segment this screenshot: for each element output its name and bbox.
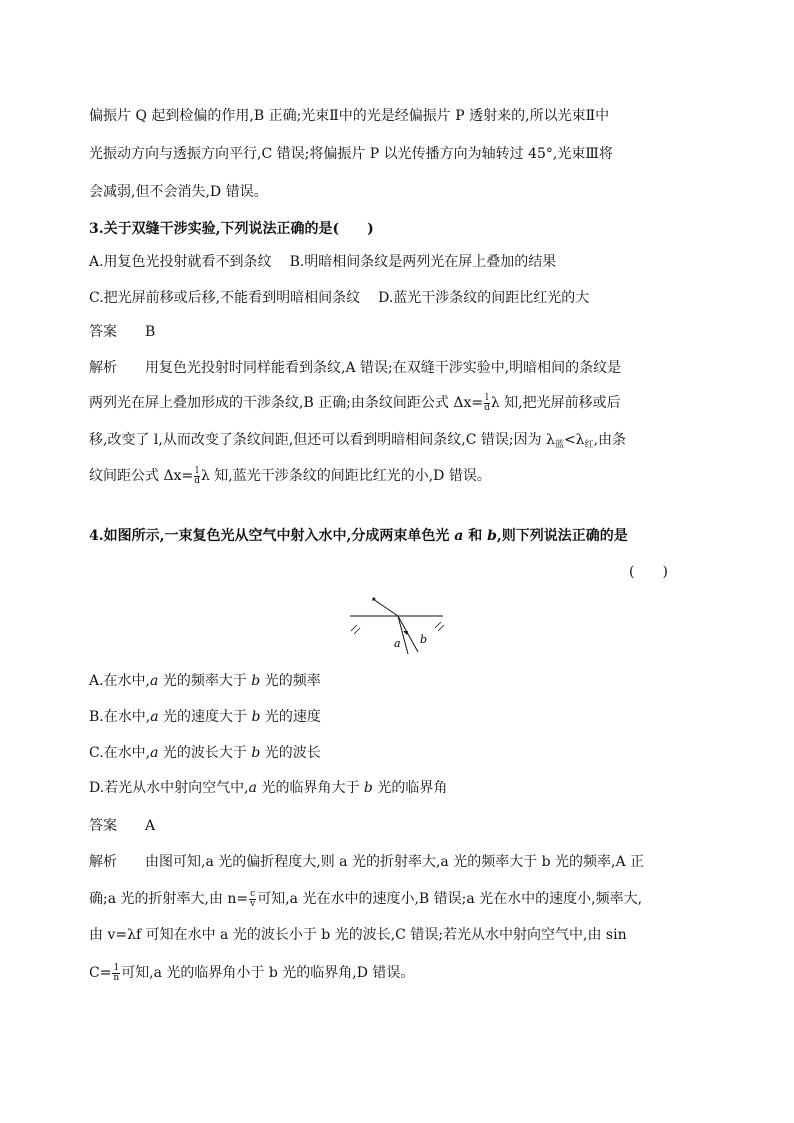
- q4-option-a: A.在水中,a 光的频率大于 b 光的频率: [89, 673, 321, 689]
- q3-option-a: A.用复色光投射就看不到条纹: [89, 254, 272, 270]
- continuation-line-1: 偏振片 Q 起到检偏的作用,B 正确;光束Ⅱ中的光是经偏振片 P 透射来的,所以光束Ⅱ中: [89, 108, 610, 124]
- q3-option-c: C.把光屏前移或后移,不能看到明暗相间条纹: [89, 290, 361, 306]
- q3-options-cd: [89, 288, 589, 308]
- fraction-l-over-d: $\frac{l}{d}$: [484, 392, 490, 413]
- continuation-line-3: 会减弱,但不会消失,D 错误。: [89, 184, 268, 200]
- q3-stem: 3.关于双缝干涉实验,下列说法正确的是( ): [89, 221, 374, 237]
- fraction-1-over-n: $\frac{1}{n}$: [113, 962, 120, 983]
- incident-ray: [373, 599, 398, 616]
- q3-analysis-line-1: 解析 用复色光投射时同样能看到条纹,A 错误;在双缝干涉实验中,明暗相间的条纹是: [89, 360, 622, 376]
- q3-options-ab: [89, 252, 556, 272]
- q4-analysis-line-1: 解析 由图可知,a 光的偏折程度大,则 a 光的折射率大,a 光的频率大于 b 光的频率,A 正: [89, 854, 645, 870]
- fraction-l-over-d: $\frac{l}{d}$: [194, 465, 200, 486]
- q4-answer: [89, 816, 155, 836]
- q3-analysis-line-4: 纹间距公式 Δx= $\frac{l}{d}$ λ 知,蓝光干涉条纹的间距比红光的小,D 错误。: [89, 465, 491, 486]
- q3-analysis-label: 解析: [89, 360, 117, 376]
- q4-analysis-label: 解析: [89, 854, 117, 870]
- q4-option-d: D.若光从水中射向空气中,a 光的临界角大于 b 光的临界角: [89, 780, 448, 796]
- refraction-figure: [328, 588, 458, 658]
- q4-analysis-line-3: 由 v=λf 可知在水中 a 光的波长小于 b 光的波长,C 错误;若光从水中射向空气中,由 sin: [89, 927, 627, 943]
- q3-analysis-line-2: 两列光在屏上叠加形成的干涉条纹,B 正确;由条纹间距公式 Δx= $\frac{l}{d}$ λ 知,把光屏前移或后: [89, 392, 621, 413]
- q4-stem: 4.如图所示,一束复色光从空气中射入水中,分成两束单色光 a 和 b,则下列说法正确的是: [89, 528, 628, 544]
- q4-analysis-line-4: C= $\frac{1}{n}$ 可知,a 光的临界角小于 b 光的临界角,D 错误。: [89, 962, 415, 983]
- q3-answer-label: 答案: [89, 324, 117, 340]
- ray-arrow-icon: [403, 631, 408, 635]
- continuation-line-2: 光振动方向与透振方向平行,C 错误;将偏振片 P 以光传播方向为轴转过 45°,光束Ⅲ将: [89, 146, 613, 162]
- q4-answer-paren: ( ): [629, 564, 668, 580]
- q4-option-b: B.在水中,a 光的速度大于 b 光的速度: [89, 709, 321, 725]
- ray-b: [398, 616, 418, 652]
- q3-answer-value: B: [145, 324, 156, 340]
- q4-option-c: C.在水中,a 光的波长大于 b 光的波长: [89, 745, 321, 761]
- fraction-c-over-v: $\frac{c}{v}$: [250, 888, 256, 909]
- q3-option-d: D.蓝光干涉条纹的间距比红光的大: [378, 290, 590, 306]
- q3-option-b: B.明暗相间条纹是两列光在屏上叠加的结果: [289, 254, 557, 270]
- label-a: a: [394, 637, 401, 650]
- q3-analysis-line-3: 移,改变了 l,从而改变了条纹间距,但还可以看到明暗相间条纹,C 错误;因为 $\lambda_蓝<\lambda_红$,由条: [89, 432, 627, 450]
- label-b: b: [420, 633, 428, 646]
- q4-answer-label: 答案: [89, 818, 117, 834]
- q4-answer-value: A: [145, 818, 156, 834]
- q4-analysis-line-2: 确;a 光的折射率大,由 n= $\frac{c}{v}$ 可知,a 光在水中的速度小,B 错误;a 光在水中的速度小,频率大,: [89, 888, 643, 909]
- q3-answer: [89, 322, 155, 342]
